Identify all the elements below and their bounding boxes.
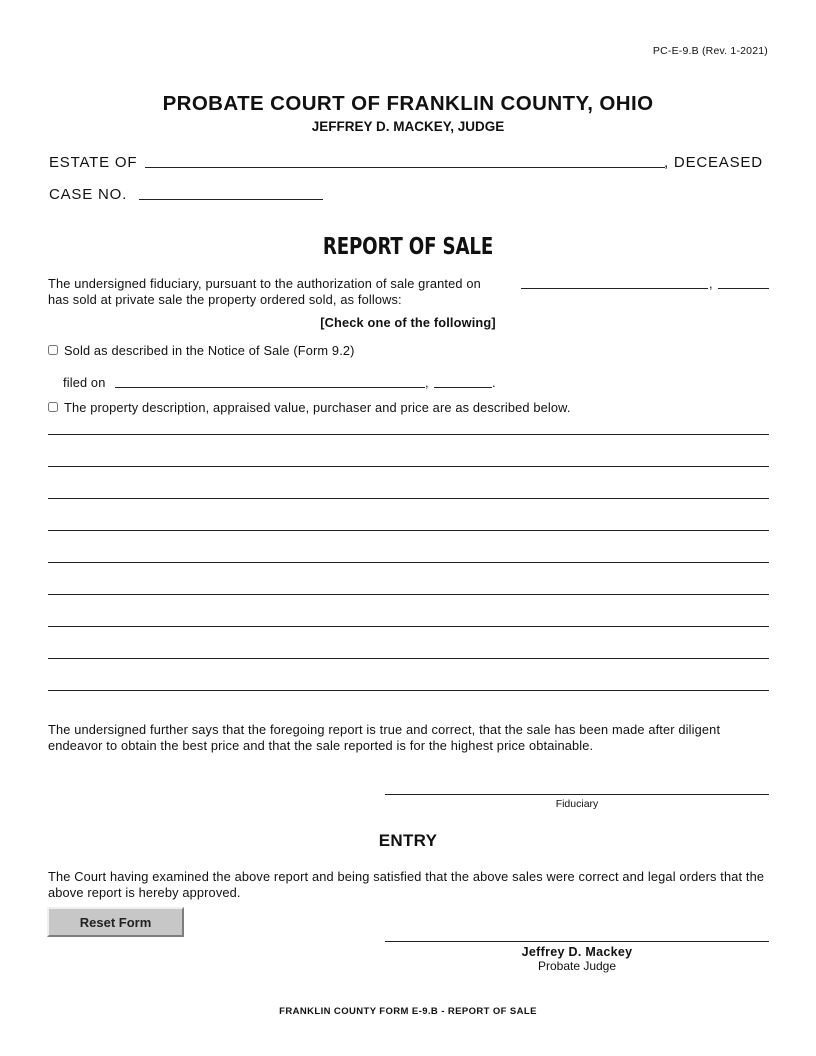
- deceased-label: , DECEASED: [664, 154, 763, 171]
- case-no-label: CASE NO.: [49, 186, 128, 203]
- sold-as-notice-checkbox[interactable]: [48, 345, 58, 355]
- fiduciary-signature-line: [385, 794, 769, 795]
- authorization-date-input[interactable]: [521, 274, 708, 289]
- described-below-label: The property description, appraised value, purchaser and price are as described below.: [64, 400, 571, 415]
- form-number: PC-E-9.B (Rev. 1-2021): [652, 45, 768, 57]
- intro-text: The undersigned fiduciary, pursuant to the authorization of sale granted on: [48, 276, 481, 291]
- estate-of-label: ESTATE OF: [49, 154, 138, 171]
- form-footer: FRANKLIN COUNTY FORM E-9.B - REPORT OF SALE: [279, 1006, 537, 1017]
- description-line-8[interactable]: [48, 644, 769, 659]
- described-below-checkbox[interactable]: [48, 402, 58, 412]
- case-number-input[interactable]: [139, 185, 323, 200]
- affirmation-text: The undersigned further says that the foregoing report is true and correct, that the sale has been made after diligent endeavor to obtain the best price and that the sale reported is for the highest price obtainable.: [48, 722, 721, 753]
- court-title: PROBATE COURT OF FRANKLIN COUNTY, OHIO: [162, 92, 654, 115]
- report-title: REPORT OF SALE: [322, 234, 494, 260]
- filed-on-period: .: [492, 375, 496, 390]
- check-instruction: [Check one of the following]: [320, 315, 496, 330]
- description-line-4[interactable]: [48, 516, 769, 531]
- filed-on-year-input[interactable]: [434, 373, 492, 388]
- description-line-7[interactable]: [48, 612, 769, 627]
- description-line-5[interactable]: [48, 548, 769, 563]
- judge-signature-line: [385, 941, 769, 942]
- fiduciary-label: Fiduciary: [555, 798, 599, 810]
- estate-name-input[interactable]: [145, 153, 665, 168]
- sold-as-notice-label: Sold as described in the Notice of Sale (Form 9.2): [64, 343, 355, 358]
- description-line-6[interactable]: [48, 580, 769, 595]
- judge-signature-name: Jeffrey D. Mackey: [521, 945, 633, 959]
- authorization-year-input[interactable]: [718, 274, 769, 289]
- filed-on-label: filed on: [63, 375, 106, 390]
- description-line-1[interactable]: [48, 420, 769, 435]
- description-line-2[interactable]: [48, 452, 769, 467]
- judge-signature-title: Probate Judge: [537, 959, 617, 973]
- intro-text-continued: has sold at private sale the property ordered sold, as follows:: [48, 292, 402, 307]
- description-line-9[interactable]: [48, 676, 769, 691]
- filed-on-comma: ,: [425, 375, 429, 390]
- entry-heading: ENTRY: [378, 831, 438, 850]
- description-line-3[interactable]: [48, 484, 769, 499]
- reset-form-button[interactable]: Reset Form: [47, 907, 184, 937]
- intro-comma: ,: [709, 276, 713, 291]
- entry-text: The Court having examined the above report and being satisfied that the above sales were correct and legal orders that the above report is hereby approved.: [48, 869, 765, 900]
- judge-name: JEFFREY D. MACKEY, JUDGE: [311, 119, 505, 134]
- filed-on-date-input[interactable]: [115, 373, 425, 388]
